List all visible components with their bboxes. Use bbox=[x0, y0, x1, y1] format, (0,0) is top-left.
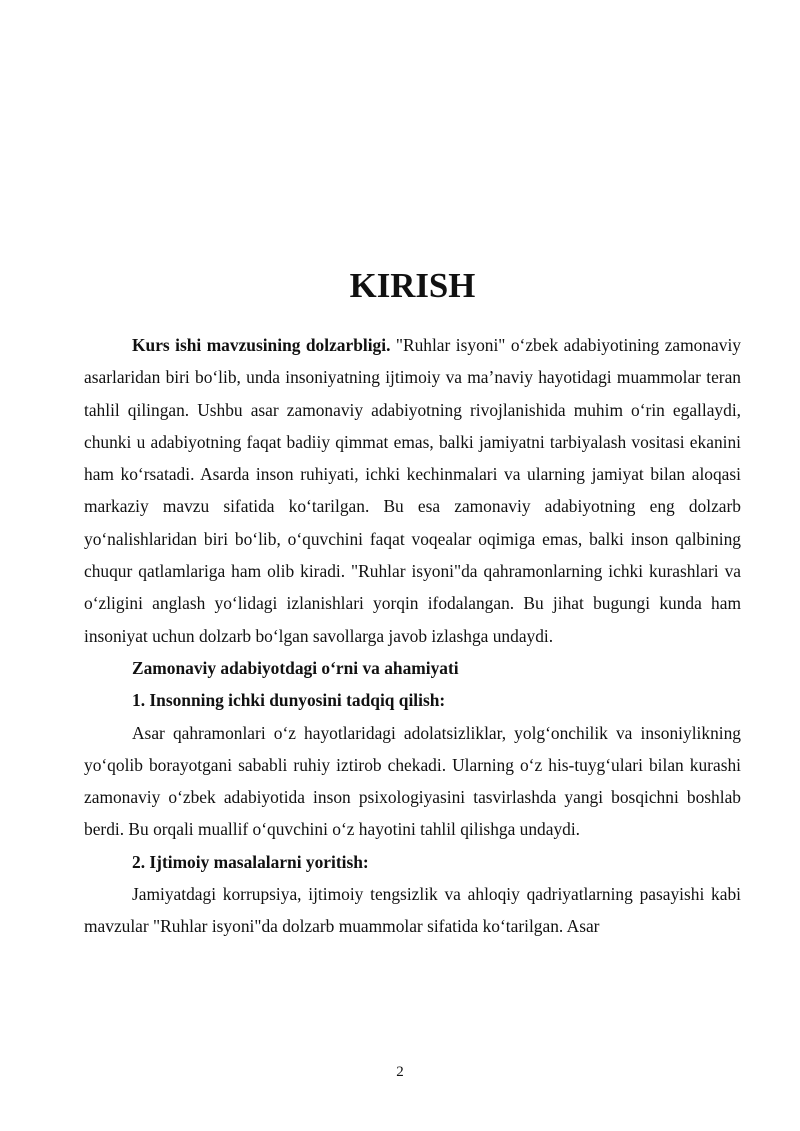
intro-text: "Ruhlar isyoni" o‘zbek adabiyotining zamonaviy asarlaridan biri bo‘lib, unda insoniyatning ijtimoiy va ma’naviy hayotidagi muammolar teran tahlil qilingan. Ushbu asar zamonaviy adabiyotning rivojlanishida muhim o‘rin egallaydi, chunki u adabiyotning faqat badiiy qimmat emas, balki jamiyatni tarbiyalash vositasi ekanini ham ko‘rsatadi. Asarda inson ruhiyati, ichki kechinmalari va ularning jamiyat bilan aloqasi markaziy mavzu sifatida ko‘tarilgan. Bu esa zamonaviy adabiyotning eng dolzarb yo‘nalishlaridan biri bo‘lib, o‘quvchini faqat voqealar oqimiga emas, balki inson qalbining chuqur qatlamlariga ham olib kiradi. "Ruhlar isyoni"da qahramonlarning ichki kurashlari va o‘zligini anglash yo‘lidagi izlanishlari yorqin ifodalangan. Bu jihat bugungi kunda ham insoniyat uchun dolzarb bo‘lgan savollarga javob izlashga undaydi. bbox=[84, 335, 741, 646]
section-heading: KIRISH bbox=[349, 266, 476, 305]
subheading-inner-world: 1. Insonning ichki dunyosini tadqiq qilish: bbox=[132, 690, 446, 711]
paragraph-social-issues: Jamiyatdagi korrupsiya, ijtimoiy tengsizlik va ahloqiy qadriyatlarning pasayishi kabi mavzular "Ruhlar isyoni"da dolzarb muammolar sifatida ko‘tarilgan. Asar bbox=[84, 884, 741, 937]
subheading-role: Zamonaviy adabiyotdagi o‘rni va ahamiyati bbox=[132, 657, 459, 678]
paragraph-inner-world: Asar qahramonlari o‘z hayotlaridagi adolatsizliklar, yolg‘onchilik va insoniylikning yo‘qolib borayotgani sababli ruhiy iztirob chekadi. Ularning o‘z his-tuyg‘ulari bilan kurashi zamonaviy o‘zbek adabiyotida inson psixologiyasini tasvirlashda yangi bosqichni boshlab berdi. Bu orqali muallif o‘quvchini o‘z hayotini tahlil qilishga undaydi. bbox=[84, 722, 741, 840]
subheading-social-issues: 2. Ijtimoiy masalalarni yoritish: bbox=[132, 851, 369, 872]
intro-paragraph bbox=[84, 329, 741, 652]
heading-spacer bbox=[84, 302, 741, 329]
intro-lead: Kurs ishi mavzusining dolzarbligi. bbox=[132, 335, 391, 355]
page-content bbox=[84, 266, 741, 943]
page-number: 2 bbox=[396, 1064, 404, 1080]
